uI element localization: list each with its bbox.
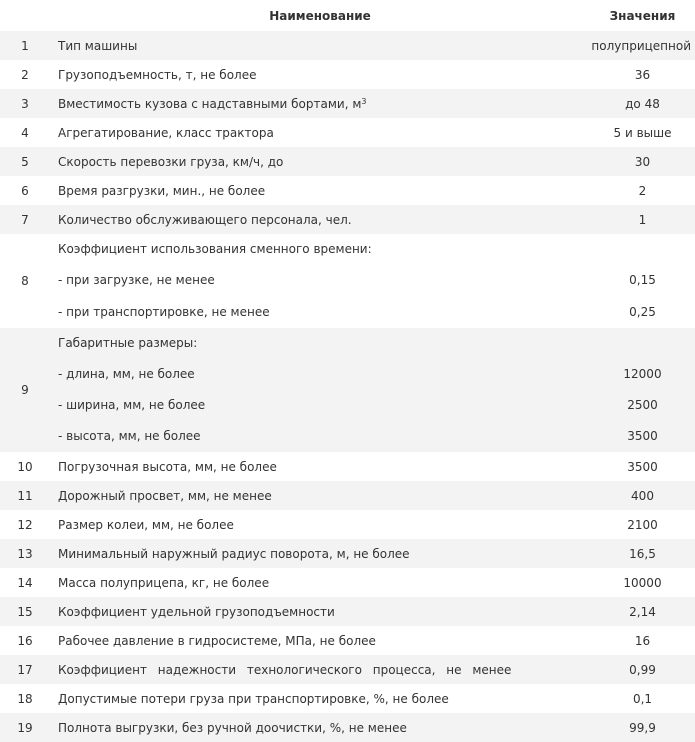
- row-sub-name: - при транспортировке, не менее: [58, 305, 270, 319]
- row-name: [50, 328, 590, 452]
- row-name: [50, 89, 590, 118]
- row-value: 10000: [623, 575, 662, 590]
- table-row: [0, 147, 695, 176]
- table-row: [0, 539, 695, 568]
- row-number: 4: [21, 125, 29, 140]
- table-row: [0, 481, 695, 510]
- row-number: 6: [21, 183, 29, 198]
- row-name: Тип машины: [50, 31, 590, 60]
- row-value: 30: [590, 147, 695, 176]
- header-num: [0, 0, 50, 31]
- row-sub-value: 0,15: [629, 273, 656, 287]
- row-sub-value: 2500: [627, 398, 658, 412]
- table-row: [0, 234, 695, 328]
- row-number: 3: [0, 89, 50, 118]
- row-name: Допустимые потери груза при транспортировке, %, не более: [58, 691, 449, 706]
- row-value: до 48: [590, 89, 695, 118]
- table-row: [0, 568, 695, 597]
- row-value: 0,99: [590, 655, 695, 684]
- row-name-heading: Габаритные размеры:: [58, 336, 198, 350]
- row-name-text: Вместимость кузова с надставными бортами, м: [58, 96, 362, 111]
- row-name: Количество обслуживающего персонала, чел.: [50, 205, 590, 234]
- row-name: Грузоподъемность, т, не более: [58, 67, 257, 82]
- row-sub-value-empty: [590, 328, 695, 359]
- row-number: 8: [21, 274, 29, 288]
- table-row: [0, 510, 695, 539]
- row-number: 9: [0, 328, 50, 452]
- row-number: 17: [0, 655, 50, 684]
- row-number: 2: [21, 67, 29, 82]
- table-row: [0, 89, 695, 118]
- row-number: 10: [17, 459, 33, 474]
- row-value: полуприцепной: [590, 31, 695, 60]
- row-value: [590, 328, 695, 452]
- row-value: 16,5: [590, 539, 695, 568]
- row-name: Погрузочная высота, мм, не более: [58, 459, 277, 474]
- row-number: 5: [0, 147, 50, 176]
- row-number: 14: [17, 575, 33, 590]
- row-number: 11: [0, 481, 50, 510]
- header-value: Значения: [590, 0, 695, 31]
- table-row: [0, 205, 695, 234]
- row-value: 36: [634, 67, 651, 82]
- row-sub-value-empty: [590, 234, 695, 265]
- row-value: 2,14: [590, 597, 695, 626]
- row-value: 3500: [627, 459, 658, 474]
- row-value: 0,1: [632, 691, 653, 706]
- row-name: Масса полуприцепа, кг, не более: [58, 575, 270, 590]
- table-row: [0, 713, 695, 742]
- row-number: 12: [17, 517, 33, 532]
- row-number: 18: [17, 691, 33, 706]
- row-name: Коэффициент удельной грузоподъемности: [50, 597, 590, 626]
- row-value: 2100: [627, 517, 658, 532]
- row-value: 99,9: [590, 713, 695, 742]
- row-number: 13: [0, 539, 50, 568]
- table-row: [0, 684, 695, 713]
- row-name: Минимальный наружный радиус поворота, м, не более: [50, 539, 590, 568]
- row-name: Скорость перевозки груза, км/ч, до: [50, 147, 590, 176]
- row-sub-name: - при загрузке, не менее: [58, 273, 215, 287]
- row-value: 1: [590, 205, 695, 234]
- header-name: Наименование: [50, 0, 590, 31]
- row-sub-value: 3500: [627, 429, 658, 443]
- table-row: [0, 597, 695, 626]
- row-sub-value: 12000: [623, 367, 662, 381]
- row-name: Коэффициент надежности технологического процесса, не менее: [50, 655, 590, 684]
- header-row: [0, 0, 695, 31]
- row-sub-value: 0,25: [629, 305, 656, 319]
- row-number: 19: [0, 713, 50, 742]
- unit-superscript: 3: [361, 96, 367, 106]
- row-sub-name: - длина, мм, не более: [58, 367, 195, 381]
- row-value: 400: [590, 481, 695, 510]
- table-row: [0, 452, 695, 481]
- row-name: Дорожный просвет, мм, не менее: [50, 481, 590, 510]
- row-sub-name: - высота, мм, не более: [58, 429, 201, 443]
- table-row: [0, 328, 695, 452]
- row-value: [590, 234, 695, 328]
- table-row: [0, 118, 695, 147]
- table-row: [0, 655, 695, 684]
- row-sub-name: - ширина, мм, не более: [58, 398, 206, 412]
- table-row: [0, 60, 695, 89]
- table-row: [0, 31, 695, 60]
- table-row: [0, 626, 695, 655]
- row-number: 7: [0, 205, 50, 234]
- row-number: 15: [0, 597, 50, 626]
- row-number: 16: [17, 633, 33, 648]
- row-value: 5 и выше: [613, 125, 672, 140]
- row-value: 2: [638, 183, 647, 198]
- row-name: Время разгрузки, мин., не более: [58, 183, 266, 198]
- row-name: Размер колеи, мм, не более: [58, 517, 234, 532]
- row-name: Агрегатирование, класс трактора: [58, 125, 274, 140]
- row-number: 1: [0, 31, 50, 60]
- row-name-heading: Коэффициент использования сменного времени:: [58, 242, 372, 256]
- table-row: [0, 176, 695, 205]
- row-name: Полнота выгрузки, без ручной доочистки, %, не менее: [50, 713, 590, 742]
- row-name: [50, 234, 590, 328]
- row-name: Рабочее давление в гидросистеме, МПа, не более: [58, 633, 376, 648]
- row-value: 16: [634, 633, 651, 648]
